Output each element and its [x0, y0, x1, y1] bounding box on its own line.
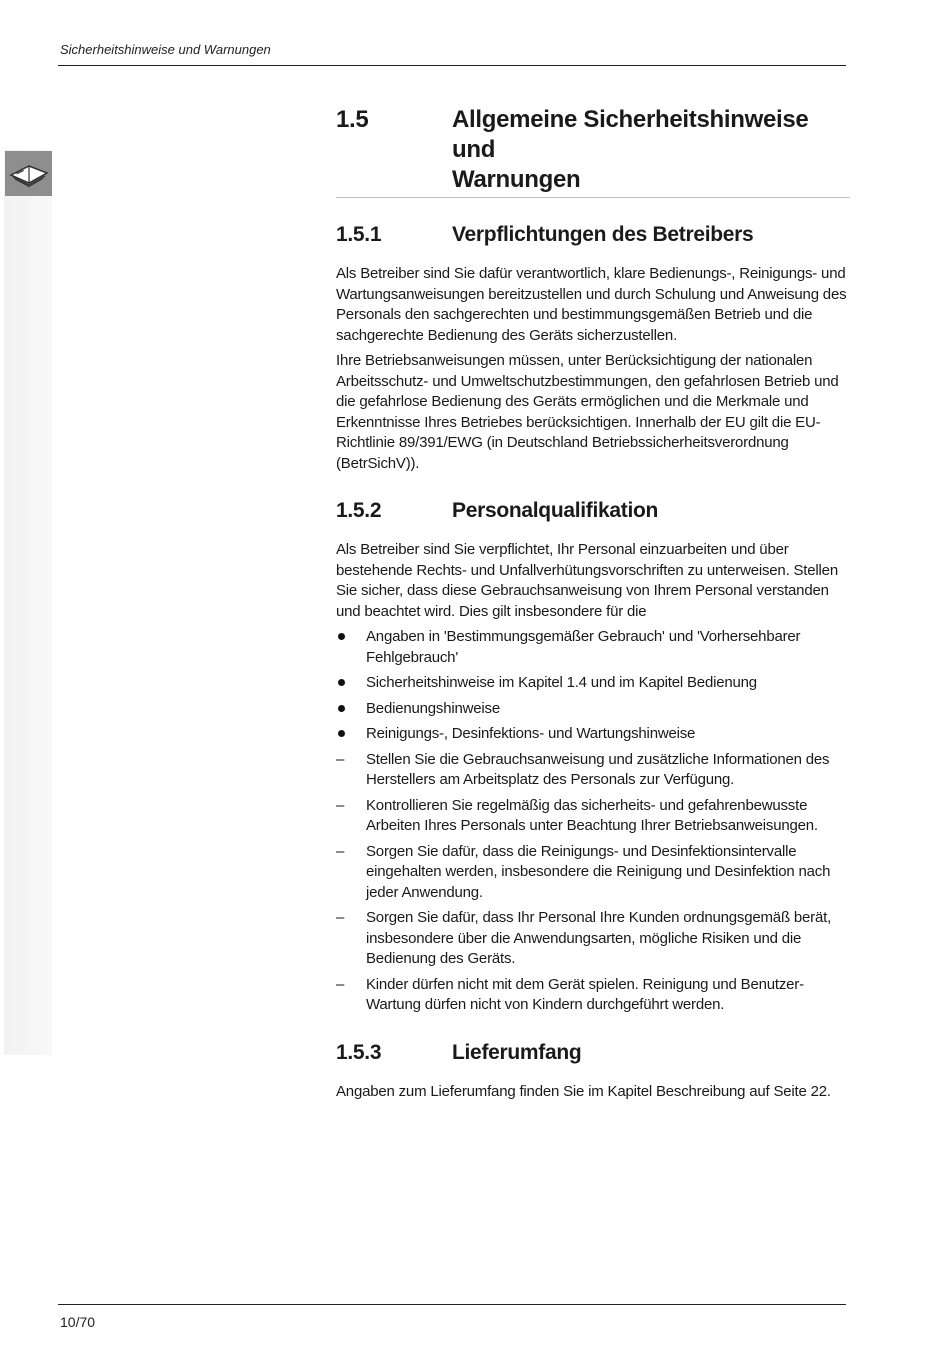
dash-marker: – [336, 842, 345, 860]
bullet-icon [338, 699, 345, 712]
list-item: – Kinder dürfen nicht mit dem Gerät spielen. Reinigung und Benutzer-Wartung dürfen nicht von Kindern durchgeführt werden. [336, 975, 804, 1013]
subsection-heading-1-5-1 [336, 222, 848, 248]
dash-marker: – [336, 909, 345, 926]
subsection-title: Verpflichtungen des Betreibers [452, 223, 754, 246]
header-rule [58, 65, 846, 66]
open-book-icon [9, 160, 49, 188]
subsection-number: 1.5.1 [336, 223, 382, 246]
dash-marker: – [336, 750, 345, 768]
side-strip [4, 150, 52, 1055]
side-icon-box [5, 151, 52, 196]
list-item: Sicherheitshinweise im Kapitel 1.4 und im Kapitel Bedienung [336, 673, 848, 694]
section-heading [336, 105, 850, 198]
list-item: Reinigungs-, Desinfektions- und Wartungshinweise [336, 724, 848, 745]
subsection-number: 1.5.3 [336, 1040, 382, 1064]
section-number: 1.5 [336, 106, 369, 133]
section-title-line2: Warnungen [452, 166, 581, 193]
bullet-icon [338, 673, 345, 686]
main-content [336, 105, 848, 1107]
subsection-heading-1-5-3 [336, 1040, 848, 1066]
paragraph: Angaben zum Lieferumfang finden Sie im Kapitel Beschreibung auf Seite 22. [336, 1082, 831, 1100]
subsection-title: Personalqualifikation [452, 499, 659, 522]
paragraph: Als Betreiber sind Sie dafür verantwortlich, klare Bedienungs-, Reinigungs- und Wartungsanweisungen bereitzustellen und durch Schulung und Anweisung des Personals den sachgerechten und bestimmungsgemäßen Betrieb und die sachgerechte Bedienung des Geräts sicherzustellen. [336, 265, 847, 344]
paragraph: Als Betreiber sind Sie verpflichtet, Ihr Personal einzuarbeiten und über bestehende Rechts- und Unfallverhütungsvorschriften zu unterweisen. Stellen Sie sicher, dass diese Gebrauchsanweisung von Ihrem Personal verstanden und beachtet wird. Dies gilt insbesondere für die [336, 541, 838, 620]
list-item: – Sorgen Sie dafür, dass Ihr Personal Ihre Kunden ordnungsgemäß berät, insbesondere über die Anwendungsarten, mögliche Risiken und die Bedienung des Geräts. [336, 909, 832, 967]
bullet-list [336, 627, 848, 1016]
dash-marker: – [336, 796, 345, 814]
section-title-line1: Allgemeine Sicherheitshinweise und [452, 106, 809, 163]
bullet-icon [338, 724, 345, 737]
page-number: 10/70 [60, 1314, 96, 1330]
paragraph: Ihre Betriebsanweisungen müssen, unter Berücksichtigung der nationalen Arbeitsschutz- und Umweltschutzbestimmungen, den gefahrlosen Betrieb und die gefahrlose Bedienung des Geräts ermöglichen und die Merkmale und Erkenntnisse Ihres Betriebes berücksichtigen. Innerhalb der EU gilt die EU-Richtlinie 89/391/EWG (in Deutschland Betriebssicherheitsverordnung (BetrSichV)). [336, 352, 839, 472]
list-item: – Kontrollieren Sie regelmäßig das sicherheits- und gefahrenbewusste Arbeiten Ihres Personals unter Beachtung Ihrer Betriebsanweisungen. [336, 796, 818, 834]
bullet-icon [338, 627, 345, 640]
dash-marker: – [336, 975, 345, 993]
list-item: – Stellen Sie die Gebrauchsanweisung und zusätzliche Informationen des Herstellers am Arbeitsplatz des Personals zur Verfügung. [336, 750, 830, 788]
subsection-heading-1-5-2 [336, 498, 848, 524]
subsection-title: Lieferumfang [452, 1040, 582, 1064]
list-item: – Sorgen Sie dafür, dass die Reinigungs- und Desinfektionsintervalle eingehalten werden, insbesondere die Reinigung und Desinfektion nach jeder Anwendung. [336, 842, 831, 901]
subsection-number: 1.5.2 [336, 499, 382, 522]
list-item: Bedienungshinweise [336, 699, 848, 720]
footer-rule [58, 1304, 846, 1305]
list-item: Angaben in 'Bestimmungsgemäßer Gebrauch' und 'Vorhersehbarer Fehlgebrauch' [336, 627, 848, 668]
running-header: Sicherheitshinweise und Warnungen [60, 42, 271, 57]
